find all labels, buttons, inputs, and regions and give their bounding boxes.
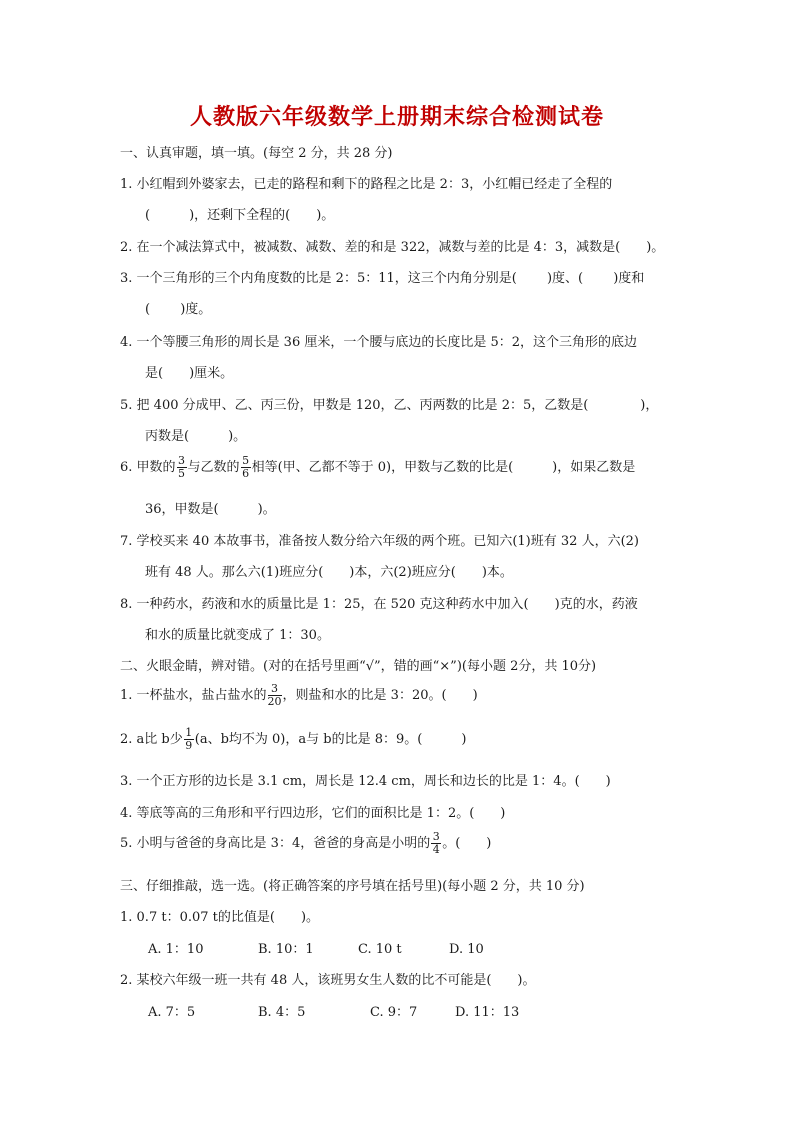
fraction-denominator: 4	[432, 843, 440, 856]
fraction-numerator: 1	[185, 726, 193, 739]
question-4-line2: 是( )厘米。	[145, 366, 234, 381]
fraction-5-6	[241, 455, 251, 480]
question-6-line1	[120, 455, 635, 480]
judge-question-3: 3. 一个正方形的边长是 3.1 cm，周长是 12.4 cm，周长和边长的比是 1：4。( )	[120, 774, 611, 789]
question-4-line1: 4. 一个等腰三角形的周长是 36 厘米，一个腰与底边的长度比是 5：2，这个三角形的底边	[120, 335, 638, 350]
question-1-line2: ( )，还剩下全程的( )。	[145, 208, 335, 223]
question-6-text-b: 与乙数的	[187, 460, 240, 475]
fraction-numerator: 3	[271, 682, 279, 695]
judge-question-1	[120, 683, 478, 708]
fraction-numerator: 5	[242, 454, 250, 467]
section2-heading: 二、火眼金睛，辨对错。(对的在括号里画“√”，错的画“×”)(每小题 2分，共 10分)	[120, 659, 597, 674]
question-8-line1: 8. 一种药水，药液和水的质量比是 1：25，在 520 克这种药水中加入( )克的水，药液	[120, 597, 638, 612]
question-3-line1: 3. 一个三角形的三个内角度数的比是 2：5：11，这三个内角分别是( )度、( )度和	[120, 271, 645, 286]
judge-5-text-b: 。( )	[442, 836, 492, 851]
question-3-line2: ( )度。	[145, 302, 212, 317]
question-8-line2: 和水的质量比就变成了 1：30。	[145, 628, 330, 643]
judge-question-2	[120, 727, 466, 752]
fraction-denominator: 5	[178, 467, 186, 480]
question-2-line1: 2. 在一个减法算式中，被减数、减数、差的和是 322，减数与差的比是 4：3，减数是( )。	[120, 240, 665, 255]
fraction-1-9	[184, 727, 194, 752]
choice-question-1: 1. 0.7 t：0.07 t的比值是( )。	[120, 910, 320, 925]
question-7-line2: 班有 48 人。那么六(1)班应分( )本，六(2)班应分( )本。	[145, 565, 513, 580]
choice-2-option-d: D. 11：13	[455, 1005, 520, 1020]
section3-heading: 三、仔细推敲，选一选。(将正确答案的序号填在括号里)(每小题 2 分，共 10 分)	[120, 879, 585, 894]
choice-1-option-d: D. 10	[449, 942, 484, 957]
fraction-numerator: 3	[432, 830, 440, 843]
choice-1-option-c: C. 10 t	[358, 942, 402, 957]
choice-1-option-b: B. 10：1	[258, 942, 314, 957]
fraction-3-4	[431, 831, 441, 856]
choice-1-option-a: A. 1：10	[148, 942, 204, 957]
question-6-text-c: 相等(甲、乙都不等于 0)，甲数与乙数的比是( )，如果乙数是	[251, 460, 636, 475]
question-7-line1: 7. 学校买来 40 本故事书，准备按人数分给六年级的两个班。已知六(1)班有 32 人，六(2)	[120, 534, 639, 549]
question-5-line1: 5. 把 400 分成甲、乙、丙三份，甲数是 120，乙、丙两数的比是 2：5，乙数是( )，	[120, 398, 659, 413]
question-5-line2: 丙数是( )。	[145, 429, 247, 444]
question-6-text-a: 6. 甲数的	[120, 460, 176, 475]
fraction-denominator: 6	[242, 467, 250, 480]
choice-2-option-a: A. 7：5	[148, 1005, 196, 1020]
judge-2-text-b: (a、b均不为 0)，a与 b的比是 8：9。( )	[194, 732, 467, 747]
page-title: 人教版六年级数学上册期末综合检测试卷	[189, 104, 604, 130]
choice-question-2: 2. 某校六年级一班一共有 48 人，该班男女生人数的比不可能是( )。	[120, 973, 536, 988]
fraction-3-5	[177, 455, 187, 480]
fraction-denominator: 20	[267, 695, 282, 708]
fraction-3-20	[268, 683, 282, 708]
section1-heading: 一、认真审题，填一填。(每空 2 分，共 28 分)	[120, 146, 393, 161]
judge-1-text-a: 1. 一杯盐水，盐占盐水的	[120, 688, 267, 703]
question-1-line1: 1. 小红帽到外婆家去，已走的路程和剩下的路程之比是 2：3，小红帽已经走了全程的	[120, 177, 613, 192]
judge-question-4: 4. 等底等高的三角形和平行四边形，它们的面积比是 1：2。( )	[120, 806, 506, 821]
judge-question-5	[120, 831, 491, 856]
judge-5-text-a: 5. 小明与爸爸的身高比是 3：4，爸爸的身高是小明的	[120, 836, 431, 851]
choice-2-option-b: B. 4：5	[258, 1005, 306, 1020]
judge-1-text-b: ，则盐和水的比是 3：20。( )	[282, 688, 478, 703]
fraction-denominator: 9	[185, 739, 193, 752]
choice-2-option-c: C. 9：7	[370, 1005, 418, 1020]
fraction-numerator: 3	[178, 454, 186, 467]
judge-2-text-a: 2. a比 b少	[120, 732, 183, 747]
question-6-line2: 36，甲数是( )。	[145, 502, 276, 517]
